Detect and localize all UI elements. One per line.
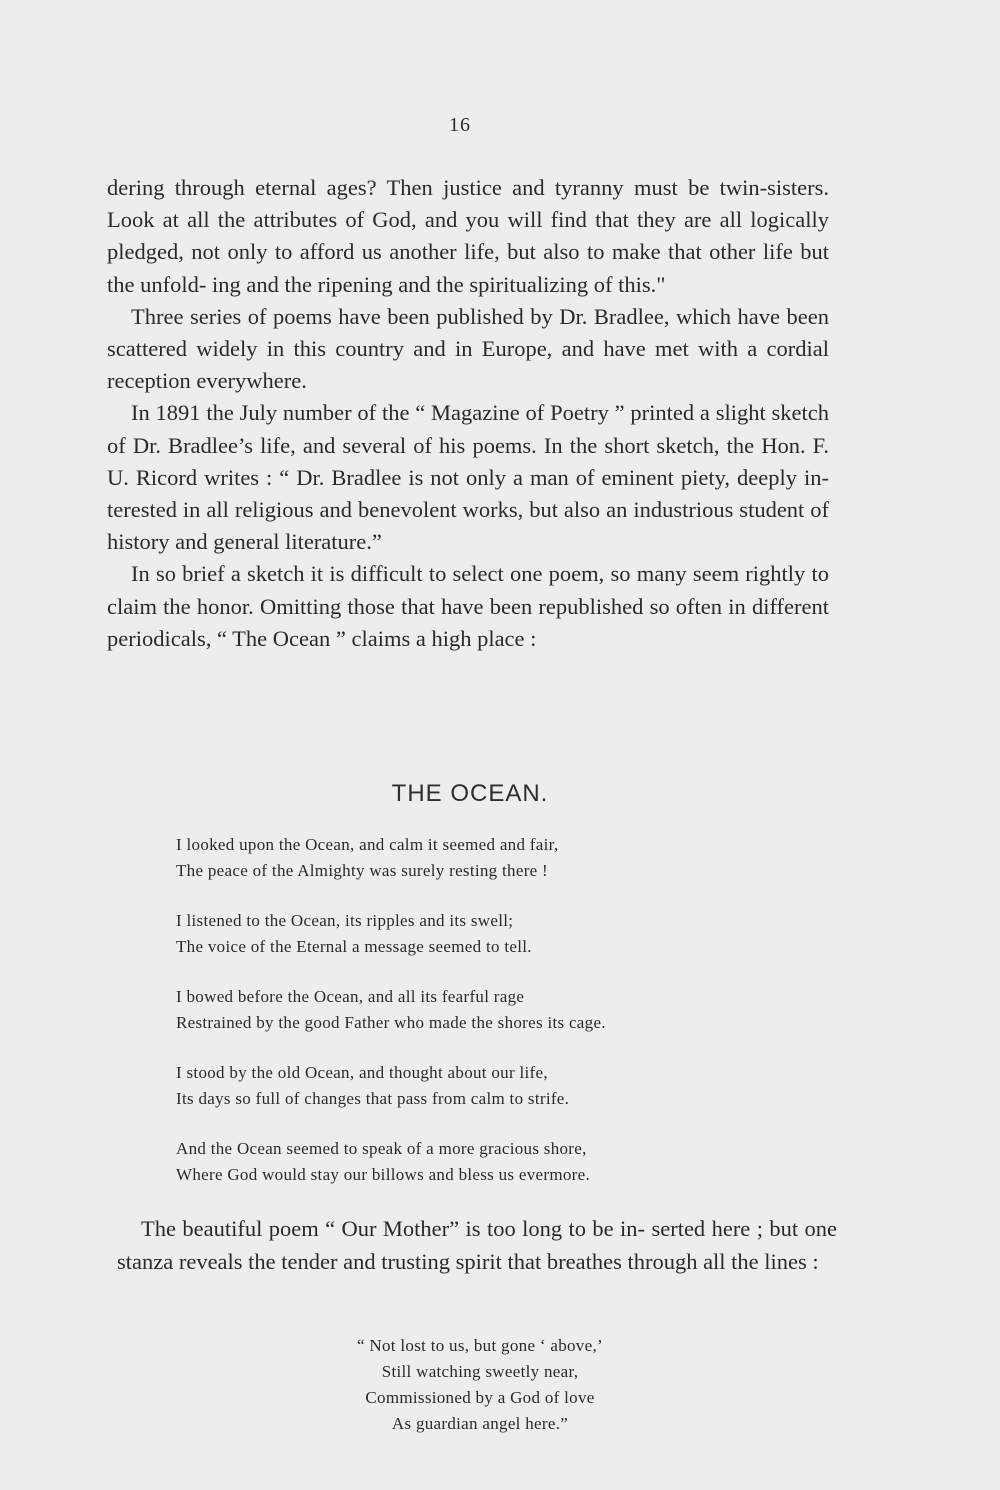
text-line: which have been scattered widely in this country and in Europe, — [107, 303, 830, 362]
paragraph — [117, 1212, 837, 1278]
poem-stanza — [176, 1136, 796, 1188]
poem-line: I listened to the Ocean, its ripples and its swell; — [176, 911, 514, 930]
poem-stanza — [176, 1060, 796, 1112]
text-line: printed a slight sketch of Dr. Bradlee’s life, and several of his — [107, 400, 829, 458]
poem-line: Where God would stay our billows and bless us evermore. — [176, 1165, 591, 1184]
text-line: and have met with a cordial reception everywhere. — [107, 336, 830, 394]
quoted-line: Still watching sweetly near, — [381, 1362, 579, 1381]
text-line: be twin-sisters. Look at all the attributes of God, and you — [107, 175, 830, 233]
text-line: will find that they are all logically pledged, not only to afford — [107, 207, 829, 265]
paragraph — [107, 301, 829, 398]
text-line: spirit that breathes through all the lines : — [455, 1249, 819, 1274]
text-line: us another life, but also to make that other life but the unfold- — [107, 239, 829, 297]
poem-body — [176, 832, 796, 1212]
text-line: ing and the ripening and the spiritualizing of this." — [211, 271, 666, 297]
poem-line: And the Ocean seemed to speak of a more gracious shore, — [176, 1139, 587, 1158]
poem-line: I looked upon the Ocean, and calm it seemed and fair, — [176, 835, 559, 854]
text-line: Ocean ” claims a high place : — [272, 625, 537, 651]
poem-line: Restrained by the good Father who made the shores its cage. — [176, 1013, 606, 1032]
quoted-line: “ Not lost to us, but gone ‘ above,’ — [357, 1336, 603, 1355]
paragraph — [107, 558, 829, 655]
text-line: have been republished so often in different periodicals, “ The — [107, 593, 829, 651]
poem-line: I bowed before the Ocean, and all its fearful rage — [176, 987, 525, 1006]
page-number: 16 — [449, 114, 471, 136]
text-line: The beautiful poem “ Our Mother” is too long to be in- — [141, 1216, 646, 1241]
text-line: industrious student of history and general literature.” — [107, 497, 830, 555]
poem-stanza — [176, 908, 796, 960]
poem-line: The peace of the Almighty was surely resting there ! — [176, 861, 549, 880]
poem-line: The voice of the Eternal a message seemed to tell. — [176, 937, 532, 956]
poem-title: THE OCEAN. — [391, 780, 549, 807]
body-text-bottom — [117, 1212, 837, 1278]
text-line: many seem rightly to claim the honor. Omitting those that — [107, 561, 829, 619]
paragraph — [107, 172, 829, 301]
text-line: terested in all religious and benevolent works, but also an — [107, 497, 628, 523]
text-line: serted here ; but one stanza reveals the tender and trusting — [117, 1216, 837, 1274]
text-line: In so brief a sketch it is difficult to select one poem, so — [131, 561, 631, 587]
paragraph — [107, 397, 829, 558]
poem-stanza — [176, 832, 796, 884]
poem-stanza — [176, 984, 796, 1036]
quoted-stanza — [0, 1333, 960, 1437]
poem-line: Its days so full of changes that pass from calm to strife. — [176, 1089, 570, 1108]
body-text-top — [107, 172, 829, 655]
text-line: “ Dr. Bradlee is not only a man of eminent piety, deeply in- — [279, 464, 829, 490]
text-line: Three series of poems have been published by Dr. Bradlee, — [131, 303, 670, 329]
text-line: poems. In the short sketch, the Hon. F. U. Ricord writes : — [107, 432, 830, 490]
quoted-line: As guardian angel here.” — [391, 1414, 569, 1433]
text-line: dering through eternal ages? Then justice and tyranny must — [107, 175, 678, 200]
text-line: In 1891 the July number of the “ Magazine of Poetry ” — [131, 400, 625, 426]
quoted-line: Commissioned by a God of love — [365, 1388, 595, 1407]
poem-line: I stood by the old Ocean, and thought about our life, — [176, 1063, 548, 1082]
